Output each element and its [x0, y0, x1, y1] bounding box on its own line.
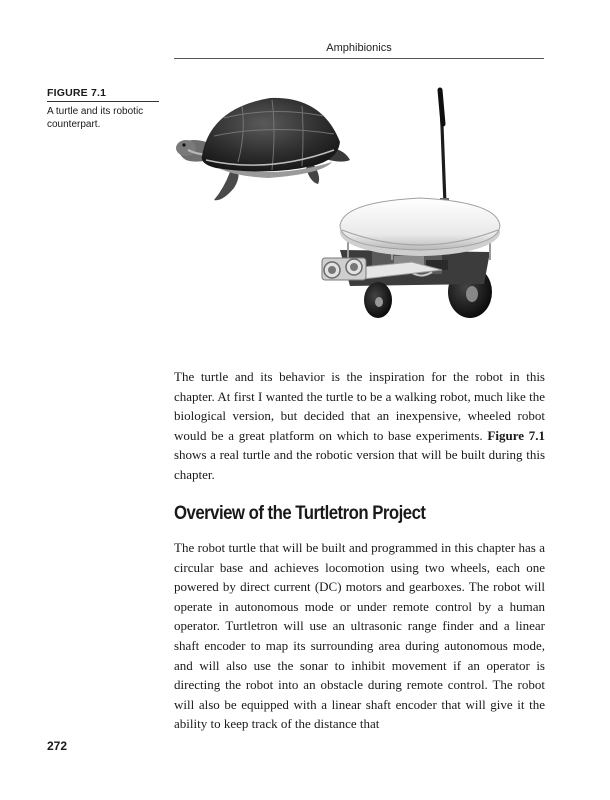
robot-turtle-photo: [322, 90, 500, 318]
figure-image: [172, 84, 512, 329]
running-head: Amphibionics: [326, 42, 392, 54]
figure-caption: A turtle and its robotic counterpart.: [47, 106, 144, 130]
body-paragraph-overview: The robot turtle that will be built and programmed in this chapter has a circular base and achieves locomotion using two wheels, each one powered by direct current (DC) motors and gearboxes. The robot will operate in autonomous mode or under remote control by a human operator. Turtletron will use an ultrasonic range finder and a linear shaft encoder to map its surrounding area during autonomous mode, and will also use the sonar to inhibit movement if an operator is directing the robot into an obstacle during remote control. The robot will also be equipped with a linear shaft encoder that will give it the ability to keep track of the distance that: [174, 540, 545, 732]
figure-label-rule: [47, 101, 159, 102]
figure-reference: Figure 7.1: [487, 427, 545, 443]
header-rule: [174, 58, 544, 59]
section-heading: Overview of the Turtletron Project: [174, 502, 426, 524]
figure-label: FIGURE 7.1: [47, 87, 107, 99]
body-paragraph-intro: The turtle and its behavior is the inspiration for the robot in this chapter. At first I wanted the turtle to be a walking robot, much like the biological version, but decided that an inexpensive, wheeled robot would be a great platform on which to base experiments. Figure 7.1 shows a real turtle and the robotic version that will be built during this chapter.: [174, 369, 545, 482]
page-number: 272: [47, 739, 68, 753]
turtle-photo: [176, 98, 350, 200]
